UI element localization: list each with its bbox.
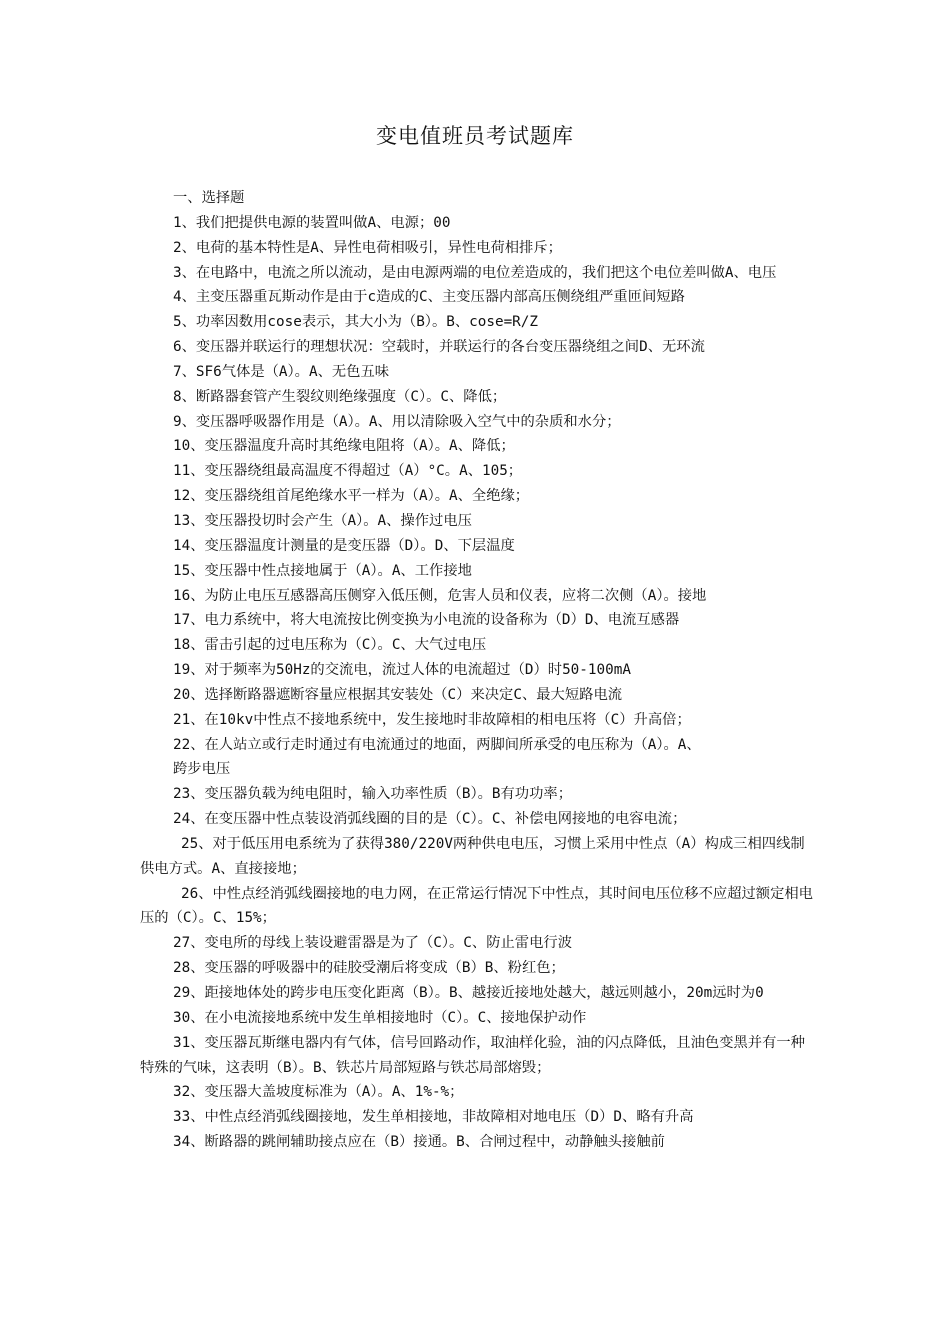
question-item: 3、在电路中，电流之所以流动，是由电源两端的电位差造成的，我们把这个电位差叫做A、电压: [173, 264, 777, 281]
question-item: 15、变压器中性点接地属于（A）。A、工作接地: [173, 562, 472, 579]
question-item: 29、距接地体处的跨步电压变化距离（B）。B、越接近接地处越大，越远则越小，20m远时为0: [173, 985, 764, 1001]
question-item: 7、SF6气体是（A）。A、无色五味: [173, 363, 390, 380]
question-item: 1、我们把提供电源的装置叫做A、电源；00: [173, 214, 451, 231]
question-item: 34、断路器的跳闸辅助接点应在（B）接通。B、合闸过程中，动静触头接触前: [173, 1134, 665, 1151]
section-heading: 一、选择题: [173, 190, 245, 206]
question-item: 32、变压器大盖坡度标准为（A）。A、1%-%；: [173, 1084, 464, 1101]
question-item: 21、在10kv中性点不接地系统中，发生接地时非故障相的相电压将（C）升高倍；: [173, 711, 691, 728]
question-item: 16、为防止电压互感器高压侧穿入低压侧，危害人员和仪表，应将二次侧（A）。接地: [173, 587, 707, 604]
question-item: 14、变压器温度计测量的是变压器（D）。D、下层温度: [173, 537, 515, 554]
question-item: 23、变压器负载为纯电阻时，输入功率性质（B）。B有功功率；: [173, 786, 572, 803]
question-item: 25、对于低压用电系统为了获得380/220V两种供电电压，习惯上采用中性点（A）构成三相四线制供电方式。A、直接接地；: [140, 835, 805, 877]
question-item: 9、变压器呼吸器作用是（A）。A、用以清除吸入空气中的杂质和水分；: [173, 413, 621, 430]
question-item: 跨步电压: [173, 761, 231, 778]
question-item: 13、变压器投切时会产生（A）。A、操作过电压: [173, 512, 472, 529]
question-item: 30、在小电流接地系统中发生单相接地时（C）。C、接地保护动作: [173, 1009, 587, 1026]
question-item: 27、变电所的母线上装设避雷器是为了（C）。C、防止雷电行波: [173, 935, 572, 952]
question-item: 33、中性点经消弧线圈接地，发生单相接地，非故障相对地电压（D）D、略有升高: [173, 1109, 694, 1126]
question-item: 12、变压器绕组首尾绝缘水平一样为（A）。A、全绝缘；: [173, 488, 530, 505]
question-item: 24、在变压器中性点装设消弧线圈的目的是（C）。C、补偿电网接地的电容电流；: [173, 811, 687, 828]
question-item: 4、主变压器重瓦斯动作是由于c造成的C、主变压器内部高压侧绕组严重匝间短路: [173, 289, 685, 306]
question-item: 8、断路器套管产生裂纹则绝缘强度（C）。C、降低；: [173, 388, 507, 405]
question-item: 2、电荷的基本特性是A、异性电荷相吸引，异性电荷相排斥；: [173, 239, 562, 256]
question-item: 10、变压器温度升高时其绝缘电阻将（A）。A、降低；: [173, 438, 515, 455]
question-item: 19、对于频率为50Hz的交流电，流过人体的电流超过（D）时50-100mA: [173, 662, 631, 679]
question-item: 17、电力系统中，将大电流按比例变换为小电流的设备称为（D）D、电流互感器: [173, 612, 680, 629]
question-item: 5、功率因数用cose表示，其大小为（B）。B、cose=R/Z: [173, 314, 539, 331]
question-item: 18、雷击引起的过电压称为（C）。C、大气过电压: [173, 637, 487, 654]
question-item: 31、变压器瓦斯继电器内有气体，信号回路动作，取油样化验，油的闪点降低，且油色变黑并有一种特殊的气味，这表明（B）。B、铁芯片局部短路与铁芯局部熔毁；: [140, 1034, 805, 1076]
question-item: 22、在人站立或行走时通过有电流通过的地面，两脚间所承受的电压称为（A）。A、: [173, 736, 701, 753]
document-title: 变电值班员考试题库: [376, 124, 574, 148]
question-item: 28、变压器的呼吸器中的硅胶受潮后将变成（B）B、粉红色；: [173, 960, 565, 977]
question-item: 20、选择断路器遮断容量应根据其安装处（C）来决定C、最大短路电流: [173, 686, 623, 703]
question-item: 11、变压器绕组最高温度不得超过（A）°C。A、105；: [173, 463, 523, 480]
question-item: 26、中性点经消弧线圈接地的电力网，在正常运行情况下中性点，其时间电压位移不应超过额定相电压的（C）。C、15%；: [140, 885, 813, 927]
question-item: 6、变压器并联运行的理想状况：空载时，并联运行的各台变压器绕组之间D、无环流: [173, 339, 705, 356]
question-list: [140, 186, 815, 1155]
